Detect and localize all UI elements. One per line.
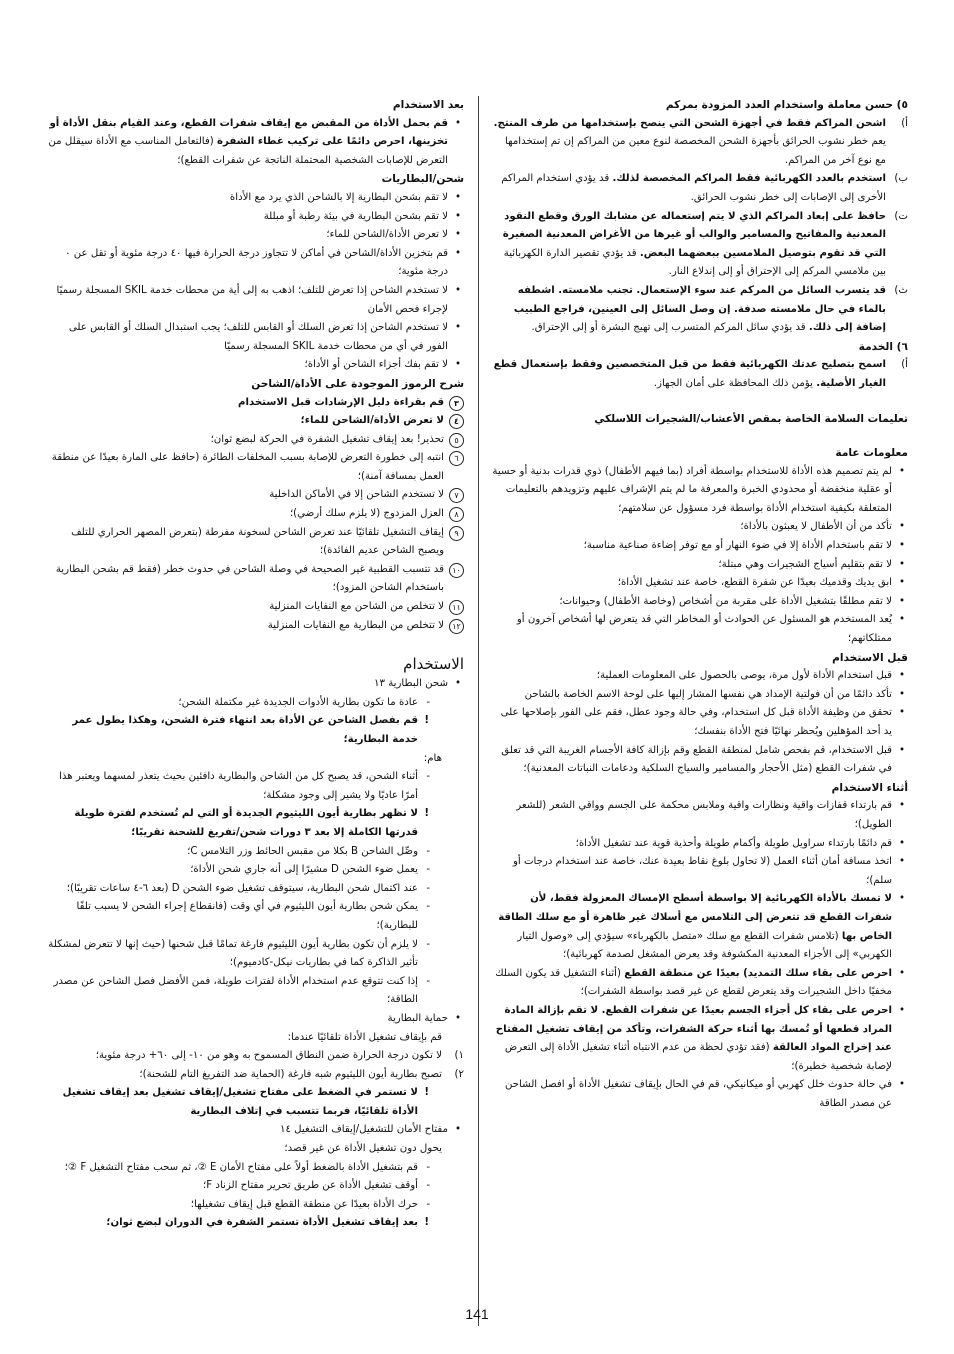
general-info-title: معلومات عامة: [835, 447, 908, 460]
note-label: هام:: [423, 752, 442, 764]
page-number: 141: [465, 1306, 489, 1322]
section-6-title: ٦) الخدمة: [858, 340, 908, 353]
charging-title: شحن/البطاريات: [381, 173, 464, 186]
list-item: - يمكن شحن بطارية أيون الليثيوم في أي وقت (فانقطاع إجراء الشحن لا يسبب تلفًا للبطارية)؛: [46, 898, 434, 935]
protection-intro: قم بإيقاف تشغيل الأداة تلقائيًا عندما:: [287, 1031, 442, 1043]
list-item: • ابق يديك وقدميك بعيدًا عن شفرة القطع، خاصة عند تشغيل الأداة؛: [492, 574, 908, 593]
list-item: • قم بارتداء قفازات واقية ونظارات واقية وملابس محكمة على الجسم وواقي الشعر (للشعر الطويل)؛: [492, 797, 908, 834]
list-item: • قم بتخزين الأداة/الشاحن في أماكن لا تتجاوز درجة الحرارة فيها ٤٠ درجة مئوية أو تقل عن ٠ درجة مئوية؛: [46, 245, 464, 282]
list-item: • مفتاح الأمان للتشغيل/إيقاف التشغيل ١٤: [46, 1121, 464, 1140]
list-item: • احرص على بقاء سلك التمديد) بعيدًا عن منطقة القطع (أثناء التشغيل قد يكون السلك مخفيًا داخل الشجيرات وقد يتعرض لقطع عن غير قصد بواسطة الشفرات)؛: [492, 965, 908, 1002]
before-use-list: [492, 667, 908, 779]
left-column: [46, 96, 464, 1233]
list-item: - إذا كنت تتوقع عدم استخدام الأداة لفترات طويلة، فمن الأفضل فصل الشاحن عن مصدر الطاقة؛: [46, 973, 434, 1010]
list-item: • قم بحمل الأداة من المقبض مع إيقاف شفرات القطع، وعند القيام بنقل الأداة أو تخزينها، احرص دائمًا على تركيب غطاء الشفرة (فالتعامل المناسب مع الأداة سيقلل من التعرض للإصابات الشخصية المحتملة الناتجة عن شفرات القطع)؛: [46, 115, 464, 171]
number-circle-icon: ٦: [449, 451, 464, 466]
during-use-list: [492, 797, 908, 1113]
list-item: • لا تمسك بالأداة الكهربائية إلا بواسطة أسطح الإمساك المعزولة فقط، لأن شفرات القطع قد تتعرض إلى التلامس مع أسلاك غير ظاهرة أو مع سلك الطاقة الخاص بها (تلامس شفرات القطع مع سلك «متصل بالكهرباء» سيؤدي إلى «وصول التيار الكهربي» إلى الأجزاء المعدنية المكشوفة وقد يعرض المشغل لصدمة كهربائية)؛: [492, 890, 908, 964]
number-circle-icon: ١١: [449, 600, 464, 615]
s5-item: أ) اشحن المراكم فقط في أجهزة الشحن التي ينصح بإستخدامها من طرف المنتج. يعم خطر نشوب الحرائق بأجهزة الشحن المخصصة لنوع معين من المراكم إن تم إستخدامها مع نوع آخر من المراكم.: [493, 117, 908, 166]
symbol-item: ١١ لا تتخلص من الشاحن مع النفايات المنزلية: [46, 598, 464, 617]
list-item: • قم دائمًا بارتداء سراويل طويلة وأكمام طويلة وأحذية قوية عند تشغيل الأداة؛: [492, 835, 908, 854]
list-item: - عند اكتمال شحن البطارية، سيتوقف تشغيل ضوء الشحن D (بعد ٦-٤ ساعات تقريبًا)؛: [46, 880, 434, 899]
symbol-item: ٣ قم بقراءة دليل الإرشادات قبل الاستخدام: [46, 394, 464, 413]
symbols-title: شرح الرموز الموجودة على الأداة/الشاحن: [251, 377, 464, 390]
symbol-item: ٨ العزل المزدوج (لا يلزم سلك أرضي)؛: [46, 505, 464, 524]
usage-list-a: [46, 694, 464, 750]
list-item: • يُعد المستخدم هو المسئول عن الحوادث أو المخاطر التي قد يتعرض لها أشخاص آخرون أو ممتلكاتهم؛: [492, 611, 908, 648]
column-divider: [478, 96, 479, 1326]
list-item: - يعمل ضوء الشحن D مشيرًا إلى أنه جاري شحن الأداة؛: [46, 861, 434, 880]
battery-charging-header: [46, 675, 464, 694]
protection-warning-list: [46, 1084, 464, 1121]
list-item: - لا يلزم أن تكون بطارية أيون الليثيوم فارغة تمامًا قبل شحنها (حيث إنها لا تتعرض لمشكلة تأثير الذاكرة كما في بطاريات نيكل-كادميوم)؛: [46, 936, 434, 973]
protection-item: ٢) تصبح بطارية أيون الليثيوم شبه فارغة (الحماية ضد التفريغ التام للشحنة)؛: [139, 1068, 464, 1080]
s5-item: ث) قد يتسرب السائل من المركم عند سوء الإستعمال. تجنب ملامسته. اشطفه بالماء في حال ملامسته صدفة. إن وصل السائل إلى العينين، فراجع الطبيب إضافة إلى ذلك. قد يؤدي سائل المركم المتسرب إلى تهيج البشرة أو إلى الإحتراق.: [513, 284, 908, 334]
list-item: • قبل استخدام الأداة لأول مرة، يوصى بالحصول على المعلومات العملية؛: [492, 667, 908, 686]
number-circle-icon: ٣: [449, 396, 464, 411]
list-item: • حماية البطارية: [46, 1010, 464, 1029]
list-item: - أثناء الشحن، قد يصبح كل من الشاحن والبطارية دافئين بحيث يتعذر لمسهما ويعتبر هذا أمرًا عاديًا ولا يشير إلى وجود مشكلة؛: [46, 768, 434, 805]
symbol-item: ١٢ لا تتخلص من البطارية مع النفايات المنزلية: [46, 617, 464, 636]
list-item: • لا تقم بفك أجزاء الشاحن أو الأداة؛: [46, 356, 464, 375]
s6-item: أ) اسمح بتصليح عدتك الكهربائية فقط من قبل المتخصصين وفقط بإستعمال قطع الغيار الأصلية. يؤمن ذلك المحافظة على أمان الجهاز.: [493, 359, 908, 389]
list-item: - أوقف تشغيل الأداة عن طريق تحرير مفتاح الزناد F؛: [46, 1177, 434, 1196]
list-item: ! لا تستمر في الضغط على مفتاح تشغيل/إيقاف تشغيل بعد إيقاف تشغيل الأداة تلقائيًا، فربما تتسبب في إتلاف البطارية: [46, 1084, 434, 1121]
number-circle-icon: ٨: [449, 507, 464, 522]
list-item: ! لا تظهر بطارية أيون الليثيوم الجديدة أو التي لم تُستخدم لفترة طويلة قدرتها الكاملة إلا بعد ٣ دورات شحن/تفريغ للشحنة تقريبًا؛: [46, 805, 434, 842]
list-item: • لا تقم بتقليم أسياج الشجيرات وهي مبتلة؛: [492, 556, 908, 575]
safety-switch-header: [46, 1121, 464, 1140]
list-item: • لا تقم مطلقًا بتشغيل الأداة على مقربة من أشخاص (وخاصة الأطفال) وحيوانات؛: [492, 593, 908, 612]
list-item: • لا تقم بشحن البطارية إلا بالشاحن الذي يرد مع الأداة: [46, 189, 464, 208]
list-item: • لم يتم تصميم هذه الأداة للاستخدام بواسطة أفراد (بما فيهم الأطفال) ذوي قدرات بدنية أو حسية أو عقلية منخفضة أو محدودي الخبرة والمعرفة ما لم يتم الإشراف عليهم وتزويدهم بالتعليمات المتعلقة بكيفية استخدام الأداة بواسطة فرد مسؤول عن سلامتهم؛: [492, 463, 908, 519]
s5-item: ب) استخدم بالعدد الكهربائية فقط المراكم المخصصة لذلك. قد يؤدي استخدام المراكم الأخرى إلى الإصابات إلى خطر نشوب الحرائق.: [501, 173, 908, 203]
list-item: • تأكد دائمًا من أن فولتية الإمداد هي نفسها المشار إليها على لوحة الاسم الخاصة بالشاحن: [492, 686, 908, 705]
symbol-item: ٦ انتبه إلى خطورة التعرض للإصابة بسبب المخلفات الطائرة (حافظ على المارة بعيدًا عن منطقة العمل بمسافة آمنة)؛: [46, 449, 464, 486]
after-use-title: بعد الاستخدام: [392, 99, 464, 111]
symbol-item: ٥ تحذير! بعد إيقاف تشغيل الشفرة في الحركة لبضع ثوان؛: [46, 431, 464, 450]
list-item: • لا تقم بشحن البطارية في بيئة رطبة أو مبللة: [46, 208, 464, 227]
list-item: • تأكد من أن الأطفال لا يعبثون بالأداة؛: [492, 518, 908, 537]
list-item: - قم بتشغيل الأداة بالضغط أولاً على مفتاح الأمان E ②، ثم سحب مفتاح التشغيل F ②؛: [46, 1159, 434, 1178]
section-5-title: ٥) حسن معاملة واستخدام العدد المزودة بمركم: [665, 99, 908, 111]
s5-item: ت) حافظ على إبعاد المراكم الذي لا يتم إستعماله عن مشابك الورق وقطع النقود المعدنية والمفاتيح والمسامير والوالب أو غيرها من الأغراض المعدنية الصغيرة التي قد تقوم بتوصيل الملامسين ببعضهما البعض. قد يؤدي تقصير الدارة الكهربائية بين ملامسي المركم إلى الإحتراق أو إلى إندلاع النار.: [502, 210, 908, 278]
symbol-item: ٤ لا تعرض الأداة/الشاحن للماء؛: [46, 412, 464, 431]
number-circle-icon: ٩: [449, 526, 464, 541]
list-item: • اتخذ مسافة أمان أثناء العمل (لا تحاول بلوغ نقاط بعيدة عنك، خاصة عند استخدام درجات أو سلم)؛: [492, 853, 908, 890]
number-circle-icon: ٧: [449, 488, 464, 503]
list-item: ! قم بفصل الشاحن عن الأداة بعد انتهاء فترة الشحن، وهكذا يطول عمر خدمة البطارية؛: [46, 712, 434, 749]
battery-protection-header: [46, 1010, 464, 1029]
number-circle-icon: ١٢: [449, 619, 464, 634]
list-item: • احرص على بقاء كل أجزاء الجسم بعيدًا عن شفرات القطع. لا تقم بإزالة المادة المراد قطعها أو تُمسك بها أثناء حركة الشفرات، وتأكد من إيقاف تشغيل المفتاح عند إخراج المواد العالقة (فقد تؤدي لحظة من عدم الانتباه أثناء تشغيل الأداة إلى التعرض لإصابة شخصية خطيرة)؛: [492, 1002, 908, 1076]
list-item: - عادة ما تكون بطارية الأدوات الجديدة غير مكتملة الشحن؛: [46, 694, 434, 713]
safety-instructions-title: تعليمات السلامة الخاصة بمقص الأعشاب/الشجيرات اللاسلكي: [594, 412, 908, 425]
switch-list: [46, 1159, 464, 1233]
before-use-title: قبل الاستخدام: [832, 651, 908, 664]
list-item: - حرك الأداة بعيدًا عن منطقة القطع قبل إيقاف تشغيلها؛: [46, 1196, 434, 1215]
list-item: - وصِّل الشاحن B بكلا من مقبس الحائط وزر التلامس C؛: [46, 843, 434, 862]
symbols-list: [46, 394, 464, 636]
figure-ref: ١٣: [374, 678, 385, 690]
number-circle-icon: ٥: [449, 433, 464, 448]
list-item: • قبل الاستخدام، قم بفحص شامل لمنطقة القطع وقم بإزالة كافة الأجسام الغريبة التي قد تعلق في شفرات القطع (مثل الأحجار والمسامير والسياج السلكية ودعامات النباتات المعدنية)؛: [492, 742, 908, 779]
symbol-item: ٩ إيقاف التشغيل تلقائيًا عند تعرض الشاحن لسخونة مفرطة (بتعرض المصهر الحراري للتلف ويصبح الشاحن عديم الفائدة)؛: [46, 524, 464, 561]
safety-switch-intro: يحول دون تشغيل الأداة عن غير قصد؛: [284, 1143, 442, 1155]
list-item: • لا تستخدم الشاحن إذا تعرض السلك أو القابس للتلف؛ يجب استبدال السلك أو القابس على الفور في أي من محطات خدمة SKIL المسجلة رسميًا: [46, 319, 464, 356]
usage-list-b: [46, 768, 464, 1010]
list-item: • تحقق من وظيفة الأداة قبل كل استخدام، وفي حالة وجود عطل، فقم على الفور بإصلاحها على يد أحد المؤهلين ويُحظر نهائيًا فتح الأداة بنفسك؛: [492, 704, 908, 741]
number-circle-icon: ٤: [449, 414, 464, 429]
during-use-title: أثناء الاستخدام: [831, 781, 908, 794]
number-circle-icon: ١٠: [449, 563, 464, 578]
list-item: • في حالة حدوث خلل كهربي أو ميكانيكي، قم في الحال بإيقاف تشغيل الأداة أو افصل الشاحن عن مصدر الطاقة: [492, 1076, 908, 1113]
general-info-list: [492, 463, 908, 649]
list-item: ! بعد إيقاف تشغيل الأداة تستمر الشفرة في الدوران لبضع ثوان؛: [46, 1214, 434, 1233]
symbol-item: ١٠ قد تتسبب القطبية غير الصحيحة في وصلة الشاحن في حدوث خطر (فقط قم بشحن البطارية باستخدام الشاحن المزود)؛: [46, 561, 464, 598]
usage-title: الاستخدام: [403, 655, 464, 674]
charging-list: [46, 189, 464, 375]
list-item: • شحن البطارية ١٣: [46, 675, 464, 694]
after-use-list: [46, 115, 464, 171]
list-item: • لا تستخدم الشاحن إذا تعرض للتلف؛ اذهب به إلى أية من محطات خدمة SKIL المسجلة رسميًا لإجراء فحص الأمان: [46, 282, 464, 319]
protection-item: ١) لا تكون درجة الحرارة ضمن النطاق المسموح به وهو من ١٠- إلى ٦٠+ درجة مئوية؛: [95, 1050, 464, 1062]
figure-ref: ١٤: [279, 1124, 291, 1136]
symbol-item: ٧ لا تستخدم الشاحن إلا في الأماكن الداخلية: [46, 486, 464, 505]
list-item: • لا تقم باستخدام الأداة إلا في ضوء النهار أو مع توفر إضاءة صناعية مناسبة؛: [492, 537, 908, 556]
right-column: [492, 96, 908, 1113]
list-item: • لا تعرض الأداة/الشاحن للماء؛: [46, 226, 464, 245]
